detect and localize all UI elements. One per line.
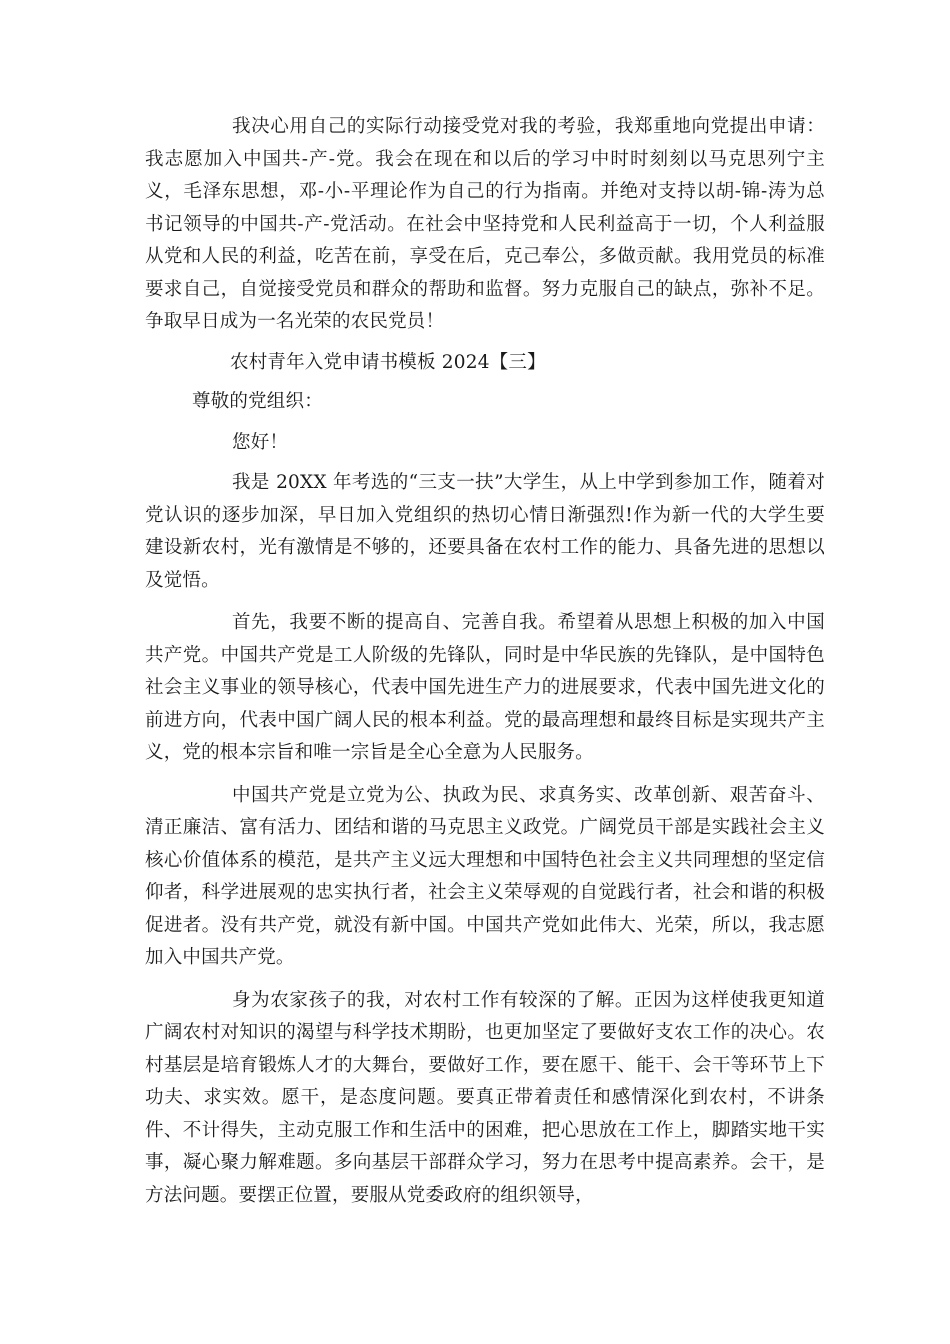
section-heading: 农村青年入党申请书模板 2024【三】 <box>230 351 546 373</box>
paragraph-introduction: 我是 20XX 年考选的“三支一扶”大学生，从上中学到参加工作，随着对党认识的逐步加深，早日加入党组织的热切心情日渐强烈!作为新一代的大学生要建设新农村，光有激情是不够的，还要具备在农村工作的能力、具备先进的思想以及觉悟。 <box>145 472 825 591</box>
document-body <box>145 111 825 1212</box>
paragraph-first-point: 首先，我要不断的提高自、完善自我。希望着从思想上积极的加入中国共产党。中国共产党是工人阶级的先锋队，同时是中华民族的先锋队，是中国特色社会主义事业的领导核心，代表中国先进生产力的进展要求，代表中国先进文化的前进方向，代表中国广阔人民的根本利益。党的最高理想和最终目标是实现共产主义，党的根本宗旨和唯一宗旨是全心全意为人民服务。 <box>145 612 825 763</box>
paragraph-rural-work: 身为农家孩子的我，对农村工作有较深的了解。正因为这样使我更知道广阔农村对知识的渴望与科学技术期盼，也更加坚定了要做好支农工作的决心。农村基层是培育锻炼人才的大舞台，要做好工作，要在愿干、能干、会干等环节上下功夫、求实效。愿干，是态度问题。要真正带着责任和感情深化到农村，不讲条件、不计得失，主动克服工作和生活中的困难，把心思放在工作上，脚踏实地干实事，凝心聚力解难题。多向基层干部群众学习，努力在思考中提高素养。会干，是方法问题。要摆正位置，要服从党委政府的组织领导， <box>145 989 825 1206</box>
paragraph-application-pledge: 我决心用自己的实际行动接受党对我的考验，我郑重地向党提出申请：我志愿加入中国共-产-党。我会在现在和以后的学习中时时刻刻以马克思列宁主义，毛泽东思想，邓-小-平理论作为自己的行为指南。并绝对支持以胡-锦-涛为总书记领导的中国共-产-党活动。在社会中坚持党和人民利益高于一切，个人利益服从党和人民的利益，吃苦在前，享受在后，克己奉公，多做贡献。我用党员的标准要求自己，自觉接受党员和群众的帮助和监督。努力克服自己的缺点，弥补不足。争取早日成为一名光荣的农民党员！ <box>145 116 825 332</box>
salutation: 尊敬的党组织： <box>192 391 323 412</box>
greeting: 您好！ <box>232 431 289 453</box>
paragraph-party-description: 中国共产党是立党为公、执政为民、求真务实、改革创新、艰苦奋斗、清正廉洁、富有活力、团结和谐的马克思主义政党。广阔党员干部是实践社会主义核心价值体系的模范，是共产主义远大理想和中国特色社会主义共同理想的坚定信仰者，科学进展观的忠实执行者，社会主义荣辱观的自觉践行者，社会和谐的积极促进者。没有共产党，就没有新中国。中国共产党如此伟大、光荣，所以，我志愿加入中国共产党。 <box>145 784 825 968</box>
